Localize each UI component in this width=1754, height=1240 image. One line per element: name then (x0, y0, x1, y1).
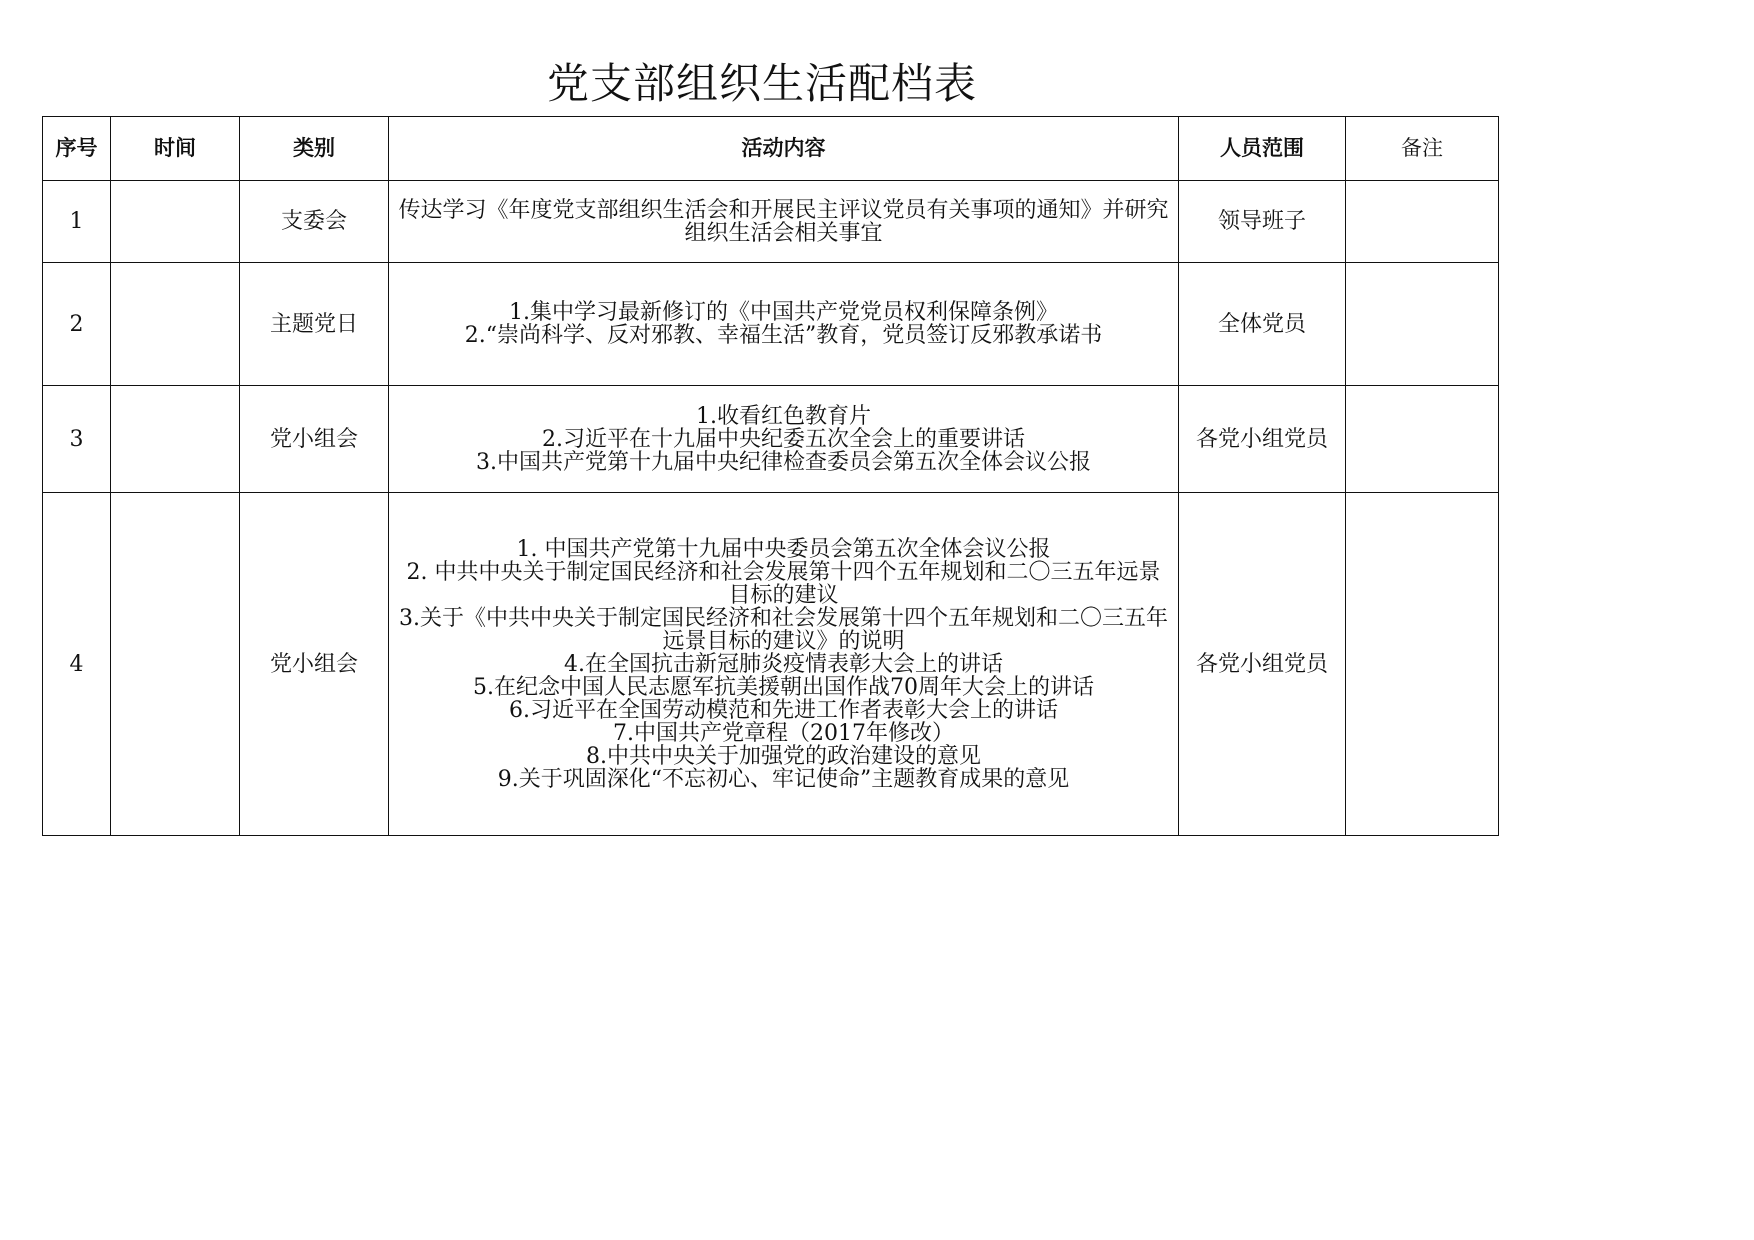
table-header-row (43, 117, 1499, 181)
header-category: 类别 (240, 117, 389, 181)
cell-content (389, 493, 1179, 836)
cell-scope: 全体党员 (1179, 263, 1346, 386)
content-line: 1.集中学习最新修订的《中国共产党党员权利保障条例》 (509, 300, 1058, 325)
cell-time (111, 181, 240, 263)
content-line: 1.收看红色教育片 (696, 403, 871, 429)
table-row (43, 386, 1499, 493)
content-line: 2. 中共中央关于制定国民经济和社会发展第十四个五年规划和二〇三五年远景目标的建议 (406, 559, 1161, 608)
cell-category: 党小组会 (240, 493, 389, 836)
page-title: 党支部组织生活配档表 (546, 59, 977, 108)
content-line: 3.关于《中共中央关于制定国民经济和社会发展第十四个五年规划和二〇三五年远景目标的建议》的说明 (399, 605, 1168, 654)
table-row (43, 181, 1499, 263)
cell-index: 3 (43, 386, 111, 493)
header-scope: 人员范围 (1179, 117, 1346, 181)
content-line: 9.关于巩固深化“不忘初心、牢记使命”主题教育成果的意见 (497, 766, 1070, 792)
content-line: 7.中国共产党章程（2017年修改） (613, 720, 954, 746)
header-time: 时间 (111, 117, 240, 181)
cell-time (111, 493, 240, 836)
cell-content (389, 181, 1179, 263)
cell-content (389, 386, 1179, 493)
content-line: 4.在全国抗击新冠肺炎疫情表彰大会上的讲话 (564, 651, 1003, 677)
table-row (43, 263, 1499, 386)
table-row (43, 493, 1499, 836)
cell-index: 1 (43, 181, 111, 263)
content-line: 2.习近平在十九届中央纪委五次全会上的重要讲话 (542, 426, 1025, 452)
cell-category: 党小组会 (240, 386, 389, 493)
cell-index: 2 (43, 263, 111, 386)
cell-remark (1346, 181, 1499, 263)
cell-remark (1346, 263, 1499, 386)
cell-content (389, 263, 1179, 386)
content-line: 8.中共中央关于加强党的政治建设的意见 (586, 743, 981, 769)
cell-category: 主题党日 (240, 263, 389, 386)
cell-time (111, 263, 240, 386)
header-content: 活动内容 (389, 117, 1179, 181)
cell-scope: 各党小组党员 (1179, 386, 1346, 493)
cell-index: 4 (43, 493, 111, 836)
content-line: 传达学习《年度党支部组织生活会和开展民主评议党员有关事项的通知》并研究组织生活会相关事宜 (398, 197, 1169, 246)
content-line: 1. 中国共产党第十九届中央委员会第五次全体会议公报 (516, 536, 1051, 562)
content-line: 2.“崇尚科学、反对邪教、幸福生活”教育，党员签订反邪教承诺书 (464, 323, 1103, 348)
header-index: 序号 (43, 117, 111, 181)
content-line: 5.在纪念中国人民志愿军抗美援朝出国作战70周年大会上的讲话 (473, 674, 1094, 700)
cell-time (111, 386, 240, 493)
cell-scope: 各党小组党员 (1179, 493, 1346, 836)
content-line: 3.中国共产党第十九届中央纪律检查委员会第五次全体会议公报 (476, 449, 1091, 475)
content-line: 6.习近平在全国劳动模范和先进工作者表彰大会上的讲话 (509, 697, 1058, 723)
cell-scope: 领导班子 (1179, 181, 1346, 263)
cell-category: 支委会 (240, 181, 389, 263)
header-remark: 备注 (1346, 117, 1499, 181)
cell-remark (1346, 493, 1499, 836)
cell-remark (1346, 386, 1499, 493)
schedule-table (42, 116, 1499, 836)
